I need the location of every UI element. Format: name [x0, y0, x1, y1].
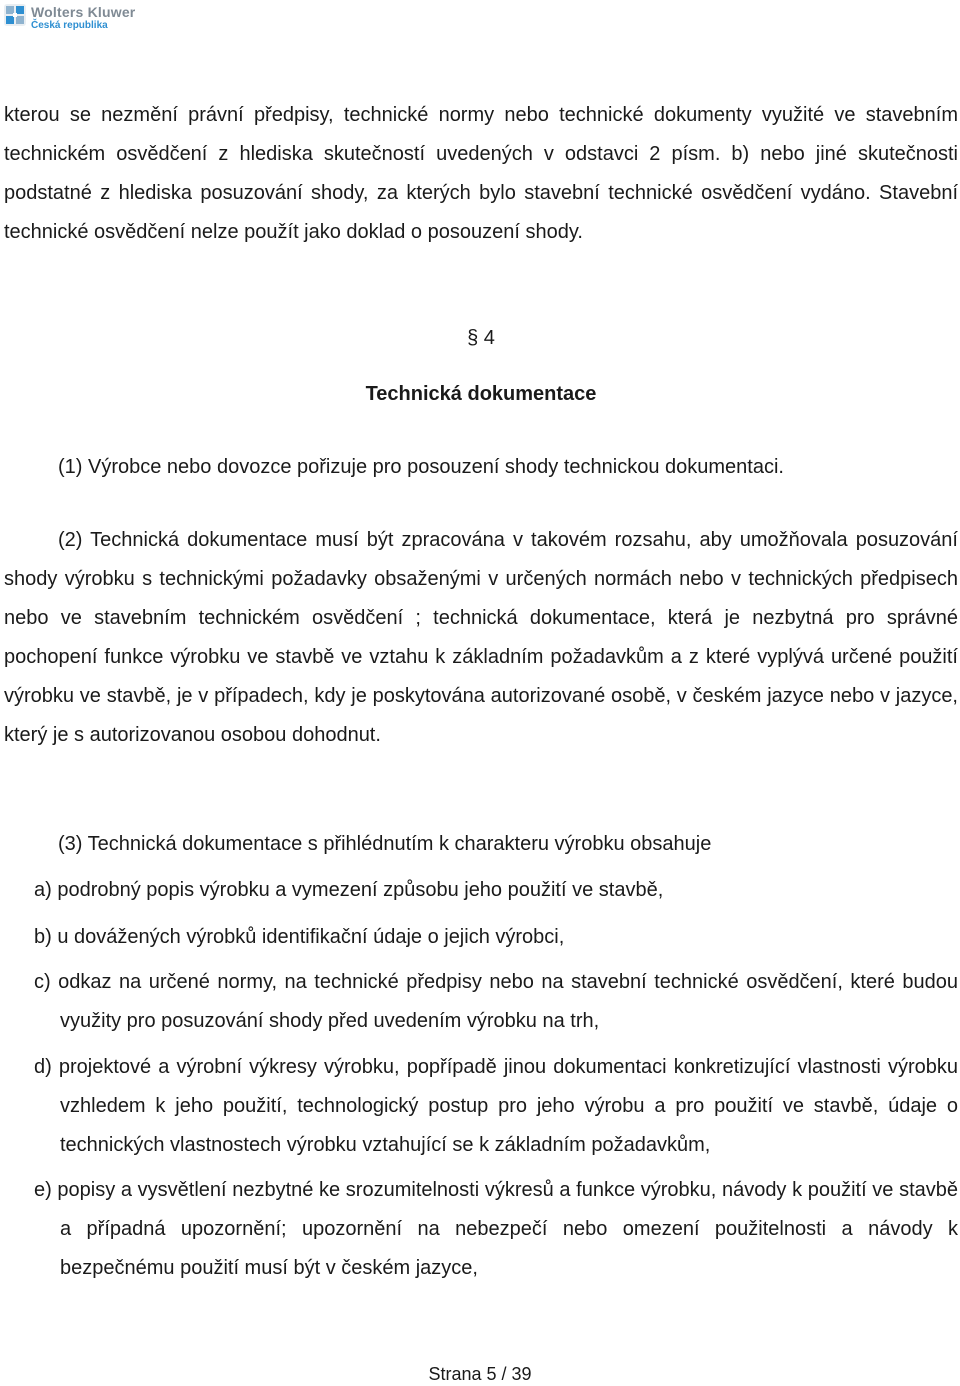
section-title: Technická dokumentace — [365, 383, 597, 405]
list-item-e: e) popisy a vysvětlení nezbytné ke srozumitelnosti výkresů a funkce výrobku, návody k použití ve stavbě a případná upozornění; upozornění na nebezpečí nebo omezení použitelnosti a návody k bezpečnému použití musí být v českém jazyce, — [34, 1179, 958, 1279]
list-item-d: d) projektové a výrobní výkresy výrobku, popřípadě jinou dokumentaci konkretizující vlastnosti výrobku vzhledem k jeho použití, technologický postup pro jeho výrobu a pro použití ve stavbě, údaje o technických vlastnostech výrobku vztahující se k základním požadavkům, — [34, 1056, 958, 1156]
paragraph-1: (1) Výrobce nebo dovozce pořizuje pro posouzení shody technickou dokumentaci. — [58, 456, 784, 478]
section-number: § 4 — [467, 327, 495, 349]
intro-paragraph: kterou se nezmění právní předpisy, technické normy nebo technické dokumenty využité ve stavebním technickém osvědčení z hlediska skutečností uvedených v odstavci 2 písm. b) nebo jiné skutečnosti podstatné z hlediska posuzování shody, za kterých bylo stavební technické osvědčení vydáno. Stavební technické osvědčení nelze použít jako doklad o posouzení shody. — [4, 104, 958, 243]
wolters-kluwer-logo — [4, 4, 135, 32]
brand-subtitle: Česká republika — [31, 20, 108, 31]
list-item-b: b) u dovážených výrobků identifikační údaje o jejich výrobci, — [34, 926, 565, 948]
list-item-c: c) odkaz na určené normy, na technické předpisy nebo na stavební technické osvědčení, které budou využity pro posuzování shody před uvedením výrobku na trh, — [34, 971, 958, 1032]
paragraph-2: (2) Technická dokumentace musí být zpracována v takovém rozsahu, aby umožňovala posuzování shody výrobku s technickými požadavky obsaženými v určených normách nebo v technických předpisech nebo ve stavebním technickém osvědčení ; technická dokumentace, která je nezbytná pro správné pochopení funkce výrobku ve stavbě ve vztahu k základním požadavkům a z které vyplývá určené použití výrobku ve stavbě, je v případech, kdy je poskytována autorizované osobě, v českém jazyce nebo v jazyce, který je s autorizovanou osobou dohodnut. — [4, 529, 958, 746]
logo-mark-icon — [4, 4, 26, 26]
brand-name: Wolters Kluwer — [31, 4, 136, 20]
list-item-a: a) podrobný popis výrobku a vymezení způsobu jeho použití ve stavbě, — [34, 879, 664, 901]
paragraph-3: (3) Technická dokumentace s přihlédnutím k charakteru výrobku obsahuje — [58, 833, 712, 855]
page-number: Strana 5 / 39 — [428, 1364, 532, 1384]
